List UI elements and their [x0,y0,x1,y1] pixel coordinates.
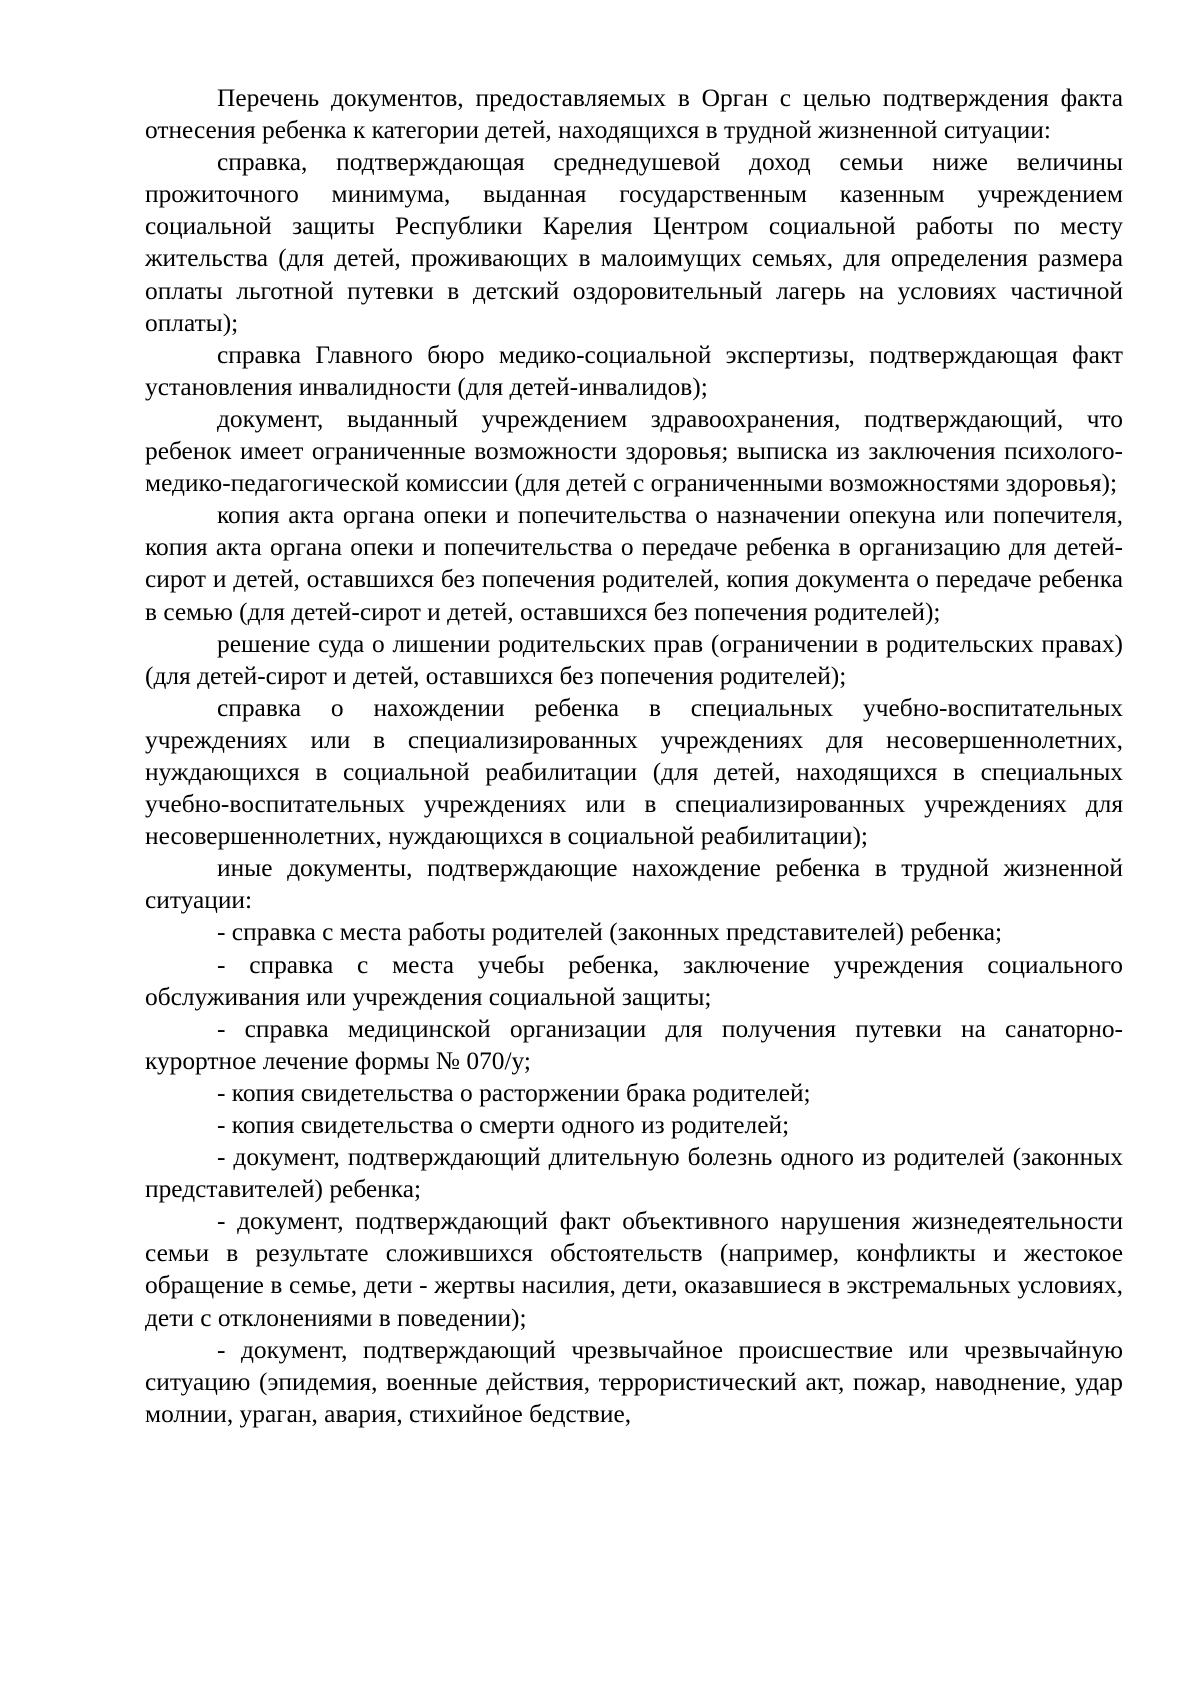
document-page [145,82,1123,1430]
list-item-work-certificate: - справка с места работы родителей (законных представителей) ребенка; [217,918,1003,947]
list-item-study-certificate: - справка с места учебы ребенка, заключение учреждения социального обслуживания или учреждения социальной защиты; [145,950,1123,1011]
list-item-illness-document: - документ, подтверждающий длительную болезнь одного из родителей (законных представителей) ребенка; [145,1143,1123,1204]
list-item-medical-certificate: - справка медицинской организации для получения путевки на санаторно-курортное лечение формы № 070/у; [145,1014,1123,1075]
paragraph-special-institution: справка о нахождении ребенка в специальных учебно-воспитательных учреждениях или в специализированных учреждениях для несовершеннолетних, нуждающихся в социальной реабилитации (для детей, находящихся в специальных учебно-воспитательных учреждениях или в специализированных учреждениях для несовершеннолетних, нуждающихся в социальной реабилитации); [145,693,1123,851]
paragraph-intro: Перечень документов, предоставляемых в Орган с целью подтверждения факта отнесения ребенка к категории детей, находящихся в трудной жизненной ситуации: [145,84,1123,145]
paragraph-court-decision: решение суда о лишении родительских прав (ограничении в родительских правах) (для детей-сирот и детей, оставшихся без попечения родителей); [145,629,1123,690]
paragraph-disability-certificate: справка Главного бюро медико-социальной экспертизы, подтверждающая факт установления инвалидности (для детей-инвалидов); [145,340,1123,401]
paragraph-guardianship-act: копия акта органа опеки и попечительства о назначении опекуна или попечителя, копия акта органа опеки и попечительства о передаче ребенка в организацию для детей-сирот и детей, оставшихся без попечения родителей, копия документа о передаче ребенка в семью (для детей-сирот и детей, оставшихся без попечения родителей); [145,501,1123,626]
paragraph-income-certificate: справка, подтверждающая среднедушевой доход семьи ниже величины прожиточного минимума, выданная государственным казенным учреждением социальной защиты Республики Карелия Центром социальной работы по месту жительства (для детей, проживающих в малоимущих семьях, для определения размера оплаты льготной путевки в детский оздоровительный лагерь на условиях частичной оплаты); [145,148,1123,337]
list-item-emergency-document: - документ, подтверждающий чрезвычайное происшествие или чрезвычайную ситуацию (эпидемия, военные действия, террористический акт, пожар, наводнение, удар молнии, ураган, авария, стихийное бедствие, [145,1335,1123,1428]
paragraph-other-documents: иные документы, подтверждающие нахождение ребенка в трудной жизненной ситуации: [145,854,1123,915]
list-item-divorce-certificate: - копия свидетельства о расторжении брака родителей; [217,1078,811,1107]
list-item-family-disruption-document: - документ, подтверждающий факт объективного нарушения жизнедеятельности семьи в результате сложившихся обстоятельств (например, конфликты и жестокое обращение в семье, дети - жертвы насилия, дети, оказавшиеся в экстремальных условиях, дети с отклонениями в поведении); [145,1207,1123,1332]
paragraph-health-document: документ, выданный учреждением здравоохранения, подтверждающий, что ребенок имеет ограниченные возможности здоровья; выписка из заключения психолого-медико-педагогической комиссии (для детей с ограниченными возможностями здоровья); [145,404,1123,498]
list-item-death-certificate: - копия свидетельства о смерти одного из родителей; [217,1111,790,1139]
